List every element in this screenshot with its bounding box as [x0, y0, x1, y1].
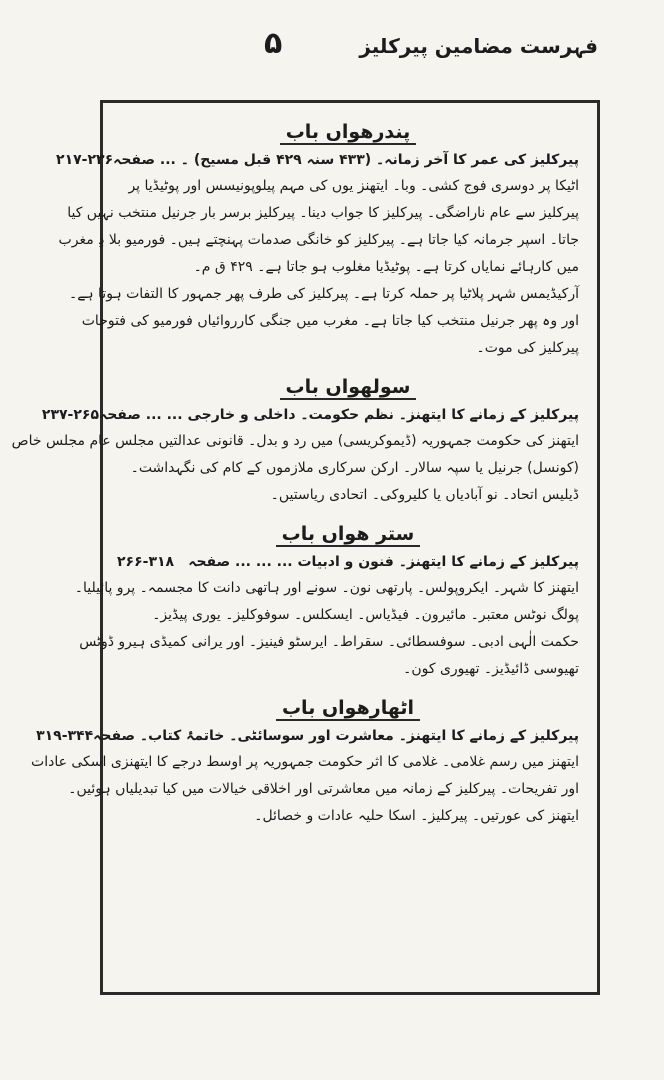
topic-line: میں کارہائے نمایاں کرتا ہے۔ پوٹیڈیا مغلوب ہو جاتا ہے۔ ۴۲۹ ق م۔	[193, 259, 579, 275]
contents-frame	[11, 100, 600, 995]
chapter-summary	[56, 147, 579, 173]
topic-line: (کونسل) جرنیل یا سپہ سالار۔ ارکن سرکاری ملازموں کے کام کی نگہداشت۔	[130, 460, 579, 476]
page-range: ۲۱۷-۲۳۶	[56, 152, 114, 168]
chapter-title: اٹھارھواں باب	[117, 693, 579, 723]
summary-text: پیرکلیز کی عمر کا آخر زمانہ۔ (۴۳۳ سنہ ۴۲۹ قبل مسیح) ۔ ... صفحہ	[113, 152, 579, 168]
topic-line: ایتھنز کی حکومت جمہوریہ (ڈیموکریسی) میں رد و بدل۔ قانونی عدالتیں مجلس عام مجلس خاص	[11, 433, 579, 449]
chapter-title: پندرھواں باب	[117, 117, 579, 147]
chapter-title: ستر ھواں باب	[117, 519, 579, 549]
chapter-18	[31, 693, 579, 830]
topic-line: تھیوسی ڈائیڈیز۔ تھیوری کون۔	[403, 661, 579, 677]
topic-line: ایتھنز کا شہر۔ ایکروپولس۔ پارتھی نون۔ سونے اور ہاتھی دانت کا مجسمہ۔ پرو پائیلیا۔	[74, 580, 579, 596]
topic-line: حکمت الٰہی ادبی۔ سوفسطائی۔ سقراط۔ ایرسٹو فینیز۔ اور یرانی کمیڈی ہیرو ڈوٹس	[79, 634, 579, 650]
summary-text: پیرکلیز کے زمانے کا ایتھنز۔ معاشرت اور سوسائٹی۔ خاتمۂ کتاب۔ صفحہ	[93, 728, 579, 744]
topic-line: اٹیکا پر دوسری فوج کشی۔ وبا۔ ایتھنز یوں کی مہم پیلوپونیسس اور پوٹیڈیا پر	[128, 178, 579, 194]
page-range: ۲۶۶-۳۱۸	[117, 554, 175, 570]
page-title: فہرست مضامین پیرکلیز	[359, 34, 598, 58]
running-head	[58, 26, 598, 78]
topic-line: ڈیلیس اتحاد۔ نو آبادیاں یا کلیروکی۔ اتحادی ریاستیں۔	[270, 487, 579, 503]
chapter-title: سولھواں باب	[117, 372, 579, 402]
topic-line: جاتا۔ اسپر جرمانہ کیا جاتا ہے۔ پیرکلیز کو خانگی صدمات پہنچتے ہیں۔ فورمیو بلا دِ مغرب	[58, 232, 579, 248]
chapter-summary	[117, 549, 579, 575]
chapter-summary	[36, 723, 579, 749]
topic-line: اور وہ پھر جرنیل منتخب کیا جاتا ہے۔ مغرب میں جنگی کارروائیاں فورمیو کی فتوحات	[81, 313, 579, 329]
chapter-17	[74, 519, 579, 683]
topic-line: ایتھنز میں رسم غلامی۔ غلامی کا اثر حکومت جمہوریہ پر اوسط درجے کا ایتھنزی اسکی عادات	[31, 754, 579, 770]
summary-text: پیرکلیز کے زمانے کا ایتھنز۔ نظم حکومت۔ داخلی و خارجی ... ... صفحہ	[99, 407, 579, 423]
page-number: ۵	[264, 26, 283, 61]
topic-line: پیرکلیز سے عام ناراضگی۔ پیرکلیز کا جواب دینا۔ پیرکلیز برسر بار جرنیل منتخب نہیں کیا	[67, 205, 579, 221]
chapter-16	[11, 372, 579, 509]
summary-text: پیرکلیز کے زمانے کا ایتھنز۔ فنون و ادبیات ... ... ... صفحہ	[188, 554, 579, 570]
topic-line: پیرکلیز کی موت۔	[476, 340, 579, 356]
topic-line: اور تفریحات۔ پیرکلیز کے زمانہ میں معاشرتی اور اخلاقی خیالات میں کیا تبدیلیاں ہوئیں۔	[68, 781, 579, 797]
page-range: ۲۳۷-۲۶۵	[41, 407, 100, 423]
topic-line: ایتھنز کی عورتیں۔ پیرکلیز۔ اسکا حلیہ عادات و خصائل۔	[254, 808, 579, 824]
page-range: ۳۱۹-۳۴۴	[36, 728, 94, 744]
chapter-summary	[41, 402, 579, 428]
topic-line: آرکیڈیمس شہر پلاٹیا پر حملہ کرتا ہے۔ پیرکلیز کی طرف پھر جمہور کا التفات ہوتا ہے۔	[68, 286, 579, 302]
topic-line: پولگ نوٹس معتبر۔ مائیرون۔ فیڈیاس۔ ایسکلس۔ سوفوکلیز۔ یوری پیڈیز۔	[152, 607, 579, 623]
chapter-15	[56, 117, 579, 362]
